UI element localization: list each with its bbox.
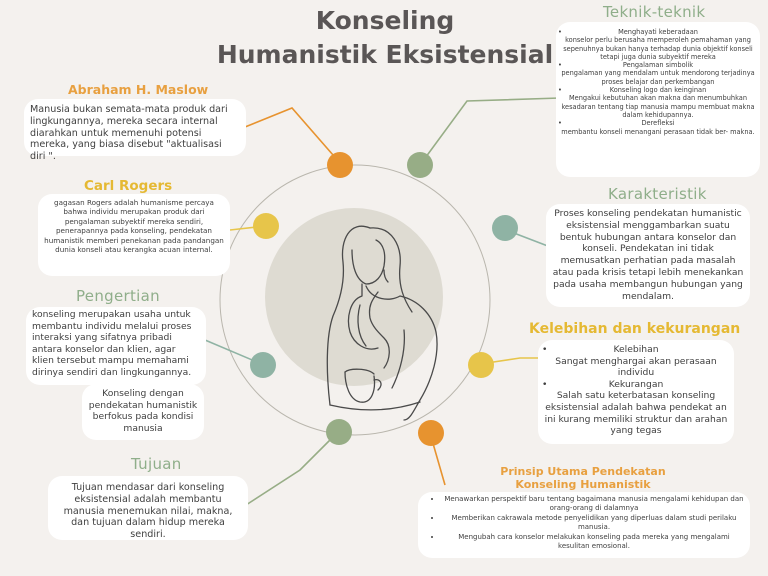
prinsip-box — [418, 492, 750, 558]
line-maslow — [245, 108, 340, 163]
prinsip-item-3: • Mengubah cara konselor melakukan konseling pada mereka yang mengalami kesulitan emosional. — [442, 533, 746, 552]
teknik-item-2-text: pengalaman yang mendalam untuk mendorong terjadinya proses belajar dan perkembangan — [561, 69, 755, 86]
title-line-2: Humanistik Eksistensial — [216, 40, 554, 69]
center-circle — [265, 208, 443, 386]
rogers-heading: Carl Rogers — [84, 178, 173, 194]
node-kelebihan — [468, 352, 494, 378]
teknik-item-3-text: Mengakui kebutuhan akan makna dan menumbuhkan kesadaran tentang tiap manusia mampu membuat makna dalam kehidupannya. — [561, 94, 755, 119]
prinsip-heading: Prinsip Utama Pendekatan Konseling Humanistik — [500, 465, 666, 491]
pengertian-text: konseling merupakan usaha untuk membantu individu melalui proses interaksi yang sifatnya pribadi antara konselor dan klien, agar klien tersebut mampu memahami dirinya sendiri dan lingkungannya. — [32, 309, 192, 378]
node-prinsip — [418, 420, 444, 446]
node-maslow — [327, 152, 353, 178]
line-teknik — [420, 98, 560, 165]
teknik-item-4: • Derefleksi — [560, 119, 756, 127]
node-karakteristik — [492, 215, 518, 241]
pengertian-heading: Pengertian — [76, 287, 160, 305]
pengertian-box-2 — [82, 384, 204, 440]
tujuan-box — [48, 476, 248, 540]
tujuan-heading: Tujuan — [131, 455, 182, 473]
teknik-item-3: • Konseling logo dan keinginan — [560, 86, 756, 94]
kelebihan-heading: Kelebihan dan kekurangan — [529, 321, 741, 337]
maslow-heading: Abraham H. Maslow — [68, 82, 209, 97]
line-tujuan — [246, 430, 340, 505]
teknik-item-4-text: membantu konseli menangani perasaan tidak ber- makna. — [561, 127, 755, 136]
maslow-box — [24, 99, 246, 163]
karakteristik-box — [546, 204, 750, 307]
kelebihan-label: • Kelebihan — [544, 344, 728, 356]
rogers-box — [38, 194, 230, 276]
kekurangan-text: Salah satu keterbatasan konseling eksistensial adalah bahwa pendekat an ini kurang memiliki struktur dan arahan yang tegas — [544, 390, 728, 437]
maslow-text: Manusia bukan semata-mata produk dari lingkungannya, mereka secara internal diarahkan untuk memenuhi potensi mereka, yang biasa disebut "aktualisasi diri ". — [30, 104, 228, 163]
title-line-1: Konseling — [315, 6, 455, 35]
node-teknik — [407, 152, 433, 178]
teknik-item-2: • Pengalaman simbolik — [560, 61, 756, 69]
page-title — [200, 4, 570, 72]
node-rogers — [253, 213, 279, 239]
karakteristik-text: Proses konseling pendekatan humanistic eksistensial menggambarkan suatu bentuk hubungan antara konselor dan konseli. Pendekatan ini tidak memusatkan perhatian pada masalah atau pada krisis tetapi lebih menekankan pada usaha membangun hubungan yang mendalam. — [552, 208, 744, 302]
teknik-item-1: • Menghayati keberadaan — [560, 28, 756, 36]
teknik-box — [556, 22, 760, 177]
node-pengertian — [250, 352, 276, 378]
kelebihan-text: Sangat menghargai akan perasaan individu — [555, 355, 717, 379]
karakteristik-heading: Karakteristik — [608, 185, 707, 203]
prinsip-item-2: • Memberikan cakrawala metode penyelidikan yang diperluas dalam studi perilaku manusia. — [442, 514, 746, 533]
prinsip-item-1: • Menawarkan perspektif baru tentang bagaimana manusia mengalami kehidupan dan orang-orang di dalamnya — [442, 495, 746, 514]
kelebihan-box — [538, 340, 734, 444]
rogers-text: gagasan Rogers adalah humanisme percaya bahwa individu merupakan produk dari pengalaman subyektif mereka sendiri, penerapannya pada konseling, pendekatan humanistik memberi penekanan pada pandangan dunia konseli atau kerangka acuan internal. — [44, 198, 224, 255]
pengertian-box — [26, 307, 206, 385]
kekurangan-label: • Kekurangan — [544, 379, 728, 391]
prinsip-list — [432, 495, 746, 551]
teknik-heading: Teknik-teknik — [603, 3, 706, 21]
tujuan-text: Tujuan mendasar dari konseling eksistensial adalah membantu manusia menemukan nilai, makna, dan tujuan dalam hidup mereka sendiri. — [63, 482, 233, 541]
pengertian-text-2: Konseling dengan pendekatan humanistik berfokus pada kondisi manusia — [88, 388, 198, 434]
teknik-item-1-text: konselor perlu berusaha memperoleh pemahaman yang sepenuhnya bukan hanya terhadap dunia objektif konseli tetapi juga dunia subyektif mereka — [563, 36, 753, 61]
node-tujuan — [326, 419, 352, 445]
